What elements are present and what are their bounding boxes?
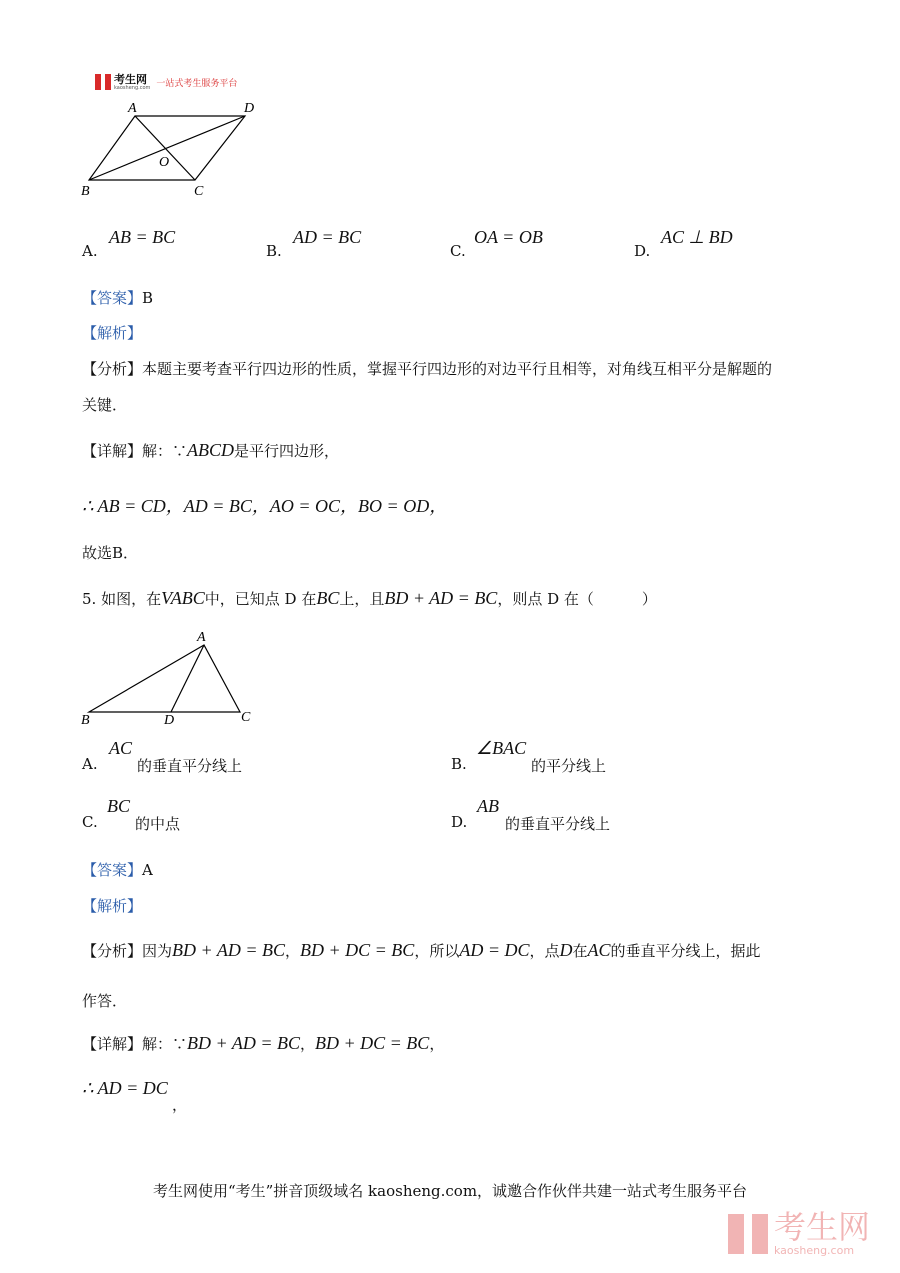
fenxi-m4: D [559, 940, 573, 960]
q4-option-a-math: AB = BC [109, 227, 176, 247]
detail-m2: BD + DC = BC [315, 1033, 430, 1053]
detail-a: 解：∵ [142, 1035, 188, 1053]
q5-fenxi-line2: 作答． [82, 992, 128, 1010]
detail-prefix: 解：∵ [142, 442, 188, 460]
q4-answer [82, 287, 153, 308]
q4-choose: 故选B． [82, 544, 139, 562]
q5-detail [82, 1033, 444, 1054]
fenxi-d: ，点 [529, 942, 560, 960]
detail-b: ， [300, 1035, 316, 1053]
stem-part-b: 中，已知点 D 在 [204, 590, 317, 608]
fenxi-m2: BD + DC = BC [300, 940, 415, 960]
stem-part-c: 上，且 [339, 590, 385, 608]
q5-answer [82, 859, 153, 880]
q4-detail [82, 440, 339, 461]
label-d: D [244, 101, 255, 116]
fenxi-f: 的垂直平分线上，据此 [610, 942, 761, 960]
fenxi-b: ， [285, 942, 301, 960]
stem-part-a: 5. 如图，在 [82, 590, 162, 608]
header-logo [95, 72, 237, 92]
q5-analysis-tag: 【解析】 [82, 897, 143, 915]
label-b: B [81, 713, 90, 728]
q4-option-b-letter: B. [266, 242, 282, 260]
answer-tag: 【答案】 [82, 861, 143, 879]
detail-tag: 【详解】 [82, 442, 143, 460]
stem-bc: BC [316, 588, 340, 608]
label-d: D [164, 713, 175, 728]
q5-option-c-text: 的中点 [135, 815, 181, 833]
answer-value: B [142, 289, 154, 307]
q5-option-a-text: 的垂直平分线上 [137, 757, 243, 775]
q5-fenxi [82, 940, 761, 961]
fenxi-tag: 【分析】 [82, 942, 143, 960]
detail-math: ABCD [187, 440, 235, 460]
fenxi-m3: AD = DC [459, 940, 530, 960]
logo-icon [95, 74, 111, 90]
fenxi-m1: BD + AD = BC [172, 940, 285, 960]
q4-option-d-letter: D. [634, 242, 651, 260]
q4-conclusion: ∴ AB = CD，AD = BC，AO = OC，BO = OD， [82, 496, 448, 516]
logo-slogan: 一站式考生服务平台 [156, 78, 238, 89]
q5-option-c-letter: C. [82, 813, 98, 831]
q4-fenxi [82, 358, 772, 379]
q5-option-b-text: 的平分线上 [531, 757, 607, 775]
fenxi-m5: AC [587, 940, 611, 960]
q4-option-a-letter: A. [82, 242, 98, 260]
q5-therefore-comma: ， [172, 1096, 188, 1114]
q5-option-d-text: 的垂直平分线上 [505, 815, 611, 833]
fenxi-tag: 【分析】 [82, 360, 143, 378]
fenxi-line1: 本题主要考查平行四边形的性质，掌握平行四边形的对边平行且相等，对角线互相平分是解题的 [142, 360, 773, 378]
watermark-brand: 考生网 [773, 1208, 870, 1246]
q4-fenxi-line2: 关键． [82, 396, 128, 414]
q5-option-c-math: BC [107, 796, 131, 816]
stem-equation: BD + AD = BC [384, 588, 498, 608]
watermark-icon [728, 1214, 768, 1254]
label-c: C [194, 184, 204, 199]
watermark-logo [728, 1210, 870, 1257]
logo-domain: kaosheng.com [114, 84, 151, 91]
q5-option-d-letter: D. [451, 813, 468, 831]
label-b: B [81, 184, 90, 199]
triangle-figure [75, 628, 265, 728]
q5-therefore: ∴ AD = DC [82, 1078, 168, 1098]
q4-option-c-math: OA = OB [474, 227, 543, 247]
q4-option-d-math: AC ⊥ BD [661, 227, 733, 247]
fenxi-c: ，所以 [414, 942, 460, 960]
footer-text: 考生网使用“考生”拼音顶级域名 kaosheng.com，诚邀合作伙伴共建一站式考生服务平台 [152, 1182, 748, 1200]
q4-option-b-math: AD = BC [293, 227, 362, 247]
label-c: C [241, 710, 251, 725]
q5-option-d-math: AB [477, 796, 499, 816]
q5-option-a-math: AC [109, 738, 133, 758]
stem-triangle: VABC [161, 588, 205, 608]
label-a: A [128, 101, 137, 116]
diagonal-ac [135, 116, 195, 180]
q5-option-a-letter: A. [82, 755, 98, 773]
fenxi-a: 因为 [142, 942, 173, 960]
triangle-outline [89, 645, 240, 712]
q5-option-b-math: ∠BAC [476, 738, 527, 758]
label-a: A [197, 630, 206, 645]
logo-brand: 考生网 [114, 72, 147, 86]
q5-stem [82, 588, 657, 609]
fenxi-e: 在 [572, 942, 588, 960]
q4-option-c-letter: C. [450, 242, 466, 260]
detail-c: ， [429, 1035, 445, 1053]
detail-m1: BD + AD = BC [187, 1033, 300, 1053]
detail-tag: 【详解】 [82, 1035, 143, 1053]
answer-tag: 【答案】 [82, 289, 143, 307]
parallelogram-figure [75, 98, 275, 203]
detail-suffix: 是平行四边形， [234, 442, 340, 460]
q4-analysis-tag: 【解析】 [82, 324, 143, 342]
watermark-domain: kaosheng.com [773, 1244, 855, 1257]
stem-part-d: ，则点 D 在（ [497, 590, 594, 608]
q5-option-b-letter: B. [451, 755, 467, 773]
answer-value: A [142, 861, 153, 879]
stem-part-e: ） [641, 590, 657, 608]
label-o: O [159, 155, 170, 170]
